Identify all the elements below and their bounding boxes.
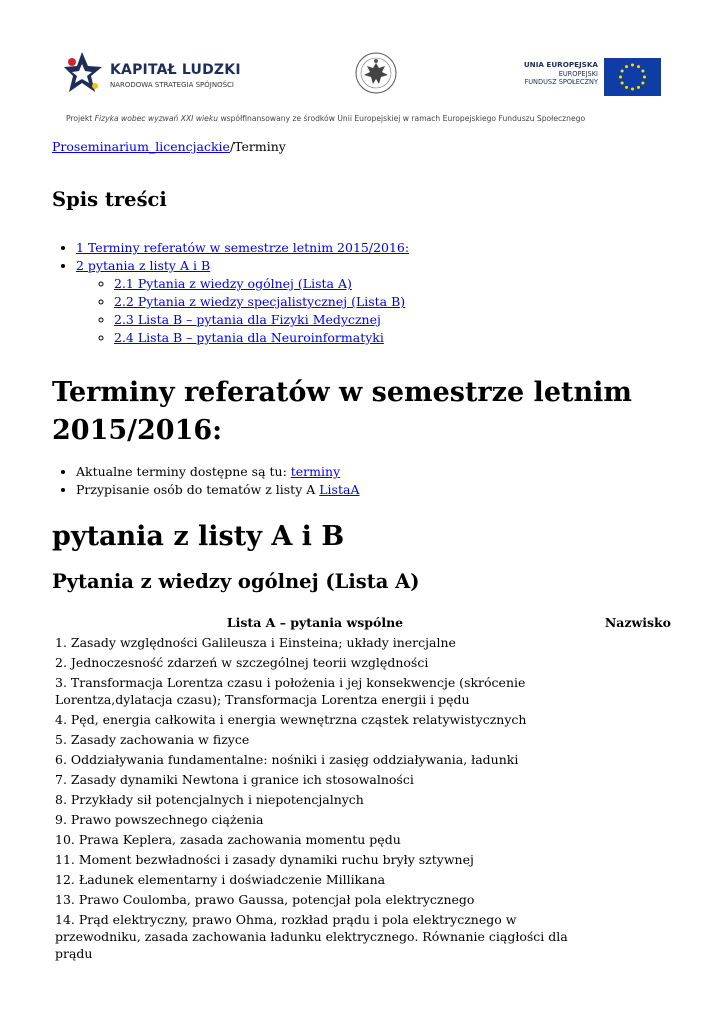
kapital-ludzki-star-icon [64, 50, 104, 96]
breadcrumb-current: /Terminy [229, 139, 286, 154]
column-header-question: Lista A – pytania wspólne [226, 615, 404, 630]
toc-subitem [114, 293, 409, 311]
terms-item [76, 481, 359, 499]
name-cell [578, 810, 674, 830]
name-cell [578, 890, 674, 910]
toc-subitem [114, 311, 409, 329]
table-row [52, 653, 674, 673]
name-cell [578, 633, 674, 653]
name-cell [578, 750, 674, 770]
kapital-ludzki-subtitle: NARODOWA STRATEGIA SPÓJNOŚCI [110, 81, 234, 89]
table-row [52, 890, 674, 910]
question-cell: 11. Moment bezwładności i zasady dynamiki ruchu bryły sztywnej [55, 852, 474, 867]
toc-link-general[interactable]: 2.1 Pytania z wiedzy ogólnej (Lista A) [114, 276, 352, 291]
table-row [52, 633, 674, 653]
question-cell: 14. Prąd elektryczny, prawo Ohma, rozkład prądu i pola elektrycznego w przewodniku, zasada zachowania ładunku elektrycznego. Równanie ciągłości dla prądu [55, 912, 568, 961]
terms-item [76, 463, 359, 481]
eu-line-1: UNIA EUROPEJSKA [523, 60, 598, 69]
header-banner [0, 0, 725, 135]
question-cell: 9. Prawo powszechnego ciążenia [55, 812, 264, 827]
name-cell [578, 790, 674, 810]
table-header-row [52, 612, 674, 633]
project-title: Fizyka wobec wyzwań XXI wieku [94, 114, 219, 123]
questions-table [52, 612, 674, 964]
terms-list [52, 463, 359, 499]
eu-star-icon [625, 65, 628, 68]
table-row [52, 910, 674, 964]
eu-star-icon [641, 70, 644, 73]
name-cell [578, 673, 674, 710]
toc-item [76, 257, 409, 347]
question-cell: 13. Prawo Coulomba, prawo Gaussa, potencjał pola elektrycznego [55, 892, 475, 907]
eu-star-icon [631, 88, 634, 91]
toc-link-terms[interactable]: 1 Terminy referatów w semestrze letnim 2015/2016: [76, 240, 410, 255]
table-row [52, 673, 674, 710]
terminy-link[interactable]: terminy [290, 464, 341, 479]
page-content [52, 138, 692, 961]
eu-flag-icon [604, 58, 661, 96]
table-row [52, 810, 674, 830]
toc-item [76, 239, 409, 257]
lista-a-link[interactable]: ListaA [319, 482, 360, 497]
toc-subitem [114, 329, 409, 347]
table-row [52, 790, 674, 810]
eu-star-icon [637, 65, 640, 68]
eu-star-icon [621, 82, 624, 85]
name-cell [578, 910, 674, 964]
eu-star-icon [637, 86, 640, 89]
university-seal-icon [355, 49, 397, 97]
question-cell: 10. Prawa Keplera, zasada zachowania momentu pędu [55, 832, 401, 847]
eu-star-icon [641, 82, 644, 85]
column-header-name: Nazwisko [604, 615, 671, 630]
question-cell: 1. Zasady względności Galileusza i Einsteina; układy inercjalne [55, 635, 456, 650]
kapital-ludzki-title: KAPITAŁ LUDZKI [110, 62, 241, 78]
terms-heading: Terminy referatów w semestrze letnim 2015/2016: [52, 377, 632, 446]
name-cell [578, 850, 674, 870]
eu-star-icon [619, 76, 622, 79]
project-suffix: współfinansowany ze środków Unii Europejskiej w ramach Europejskiego Funduszu Społecznego [218, 114, 586, 123]
question-cell: 8. Przykłady sił potencjalnych i niepotencjalnych [55, 792, 364, 807]
eu-fund-text [518, 61, 598, 87]
terms-item-text: Przypisanie osób do tematów z listy A [76, 482, 320, 497]
toc-link-neuro[interactable]: 2.4 Lista B – pytania dla Neuroinformatyki [114, 330, 384, 345]
questions-heading: pytania z listy A i B [52, 521, 345, 552]
name-cell [578, 710, 674, 730]
table-row [52, 850, 674, 870]
question-cell: 7. Zasady dynamiki Newtona i granice ich stosowalności [55, 772, 414, 787]
eu-star-icon [643, 76, 646, 79]
table-body [52, 633, 674, 964]
eu-line-3: FUNDUSZ SPOŁECZNY [524, 78, 598, 86]
toc-link-medical[interactable]: 2.3 Lista B – pytania dla Fizyki Medycznej [114, 312, 381, 327]
toc-link-specialist[interactable]: 2.2 Pytania z wiedzy specjalistycznej (Lista B) [114, 294, 406, 309]
project-funding-line [66, 114, 585, 123]
table-row [52, 870, 674, 890]
question-cell: 12. Ładunek elementarny i doświadczenie Millikana [55, 872, 386, 887]
eu-star-icon [621, 70, 624, 73]
eu-line-2: EUROPEJSKI [558, 69, 598, 78]
toc-link-questions[interactable]: 2 pytania z listy A i B [76, 258, 211, 273]
terms-item-text: Aktualne terminy dostępne są tu: [76, 464, 291, 479]
toc-title: Spis treści [52, 188, 167, 211]
name-cell [578, 653, 674, 673]
table-row [52, 710, 674, 730]
name-cell [578, 770, 674, 790]
name-cell [578, 730, 674, 750]
table-row [52, 830, 674, 850]
project-prefix: Projekt [66, 114, 95, 123]
question-cell: 4. Pęd, energia całkowita i energia wewnętrzna cząstek relatywistycznych [55, 712, 527, 727]
table-row [52, 770, 674, 790]
eu-star-icon [625, 86, 628, 89]
table-row [52, 750, 674, 770]
general-questions-heading: Pytania z wiedzy ogólnej (Lista A) [52, 570, 420, 593]
toc-subitem [114, 275, 409, 293]
breadcrumb-link[interactable]: Proseminarium_licencjackie [52, 139, 230, 154]
eu-star-icon [631, 64, 634, 67]
question-cell: 3. Transformacja Lorentza czasu i położenia i jej konsekwencje (skrócenie Lorentza,dylatacja czasu); Transformacja Lorentza energii i pędu [55, 675, 526, 707]
table-row [52, 730, 674, 750]
question-cell: 5. Zasady zachowania w fizyce [55, 732, 250, 747]
kapital-ludzki-logo [64, 50, 241, 98]
table-of-contents [52, 239, 409, 347]
question-cell: 2. Jednoczesność zdarzeń w szczególnej teorii względności [55, 655, 429, 670]
name-cell [578, 830, 674, 850]
breadcrumb [52, 138, 692, 156]
eu-fund-logo [518, 58, 663, 96]
name-cell [578, 870, 674, 890]
question-cell: 6. Oddziaływania fundamentalne: nośniki i zasięg oddziaływania, ładunki [55, 752, 519, 767]
